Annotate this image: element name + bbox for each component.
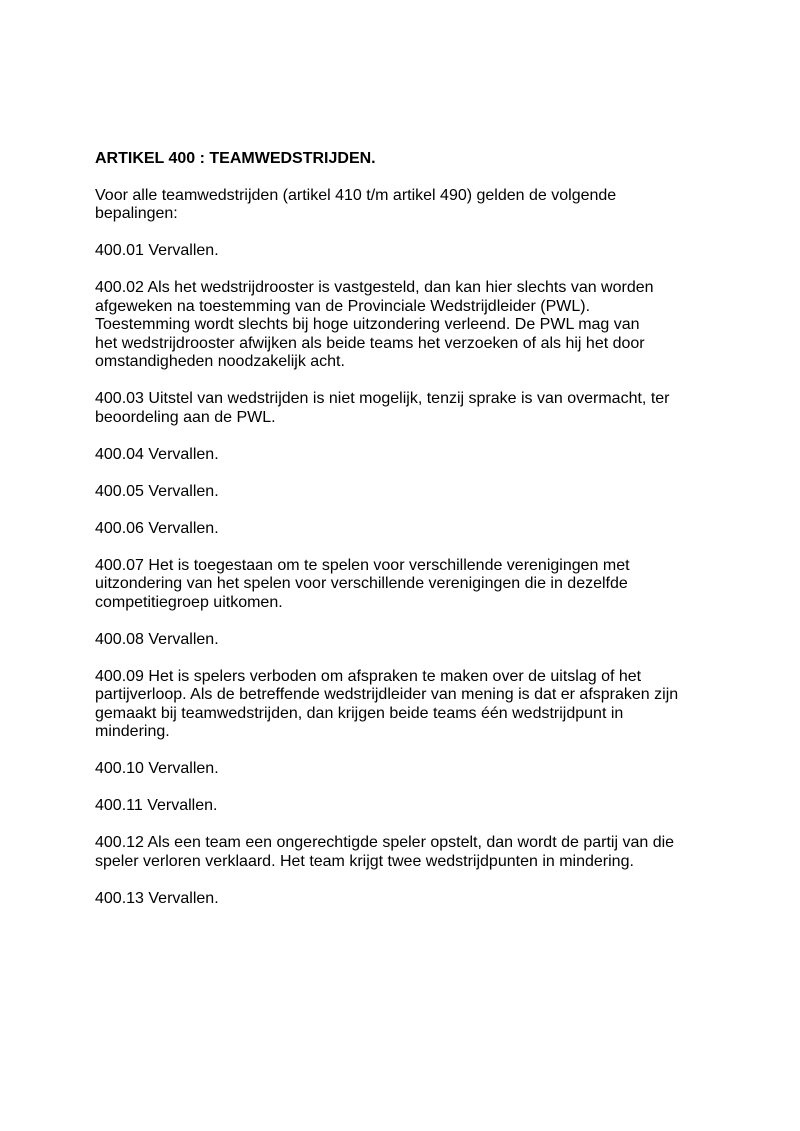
paragraph-line: 400.03 Uitstel van wedstrijden is niet mogelijk, tenzij sprake is van overmacht, ter	[95, 390, 670, 407]
paragraph	[95, 242, 735, 261]
paragraph-line: partijverloop. Als de betreffende wedstrijdleider van mening is dat er afspraken zijn	[95, 686, 679, 703]
paragraph	[95, 390, 735, 427]
paragraph-line: 400.01 Vervallen.	[95, 242, 219, 259]
paragraph-line: 400.12 Als een team een ongerechtigde speler opstelt, dan wordt de partij van die	[95, 834, 675, 851]
paragraph	[95, 890, 735, 909]
paragraph-line: 400.08 Vervallen.	[95, 630, 219, 648]
paragraph-line: beoordeling aan de PWL.	[95, 408, 276, 426]
paragraph-line: afgeweken na toestemming van de Provinciale Wedstrijdleider (PWL).	[95, 297, 591, 315]
paragraph-line: mindering.	[95, 723, 170, 740]
paragraph-line: 400.13 Vervallen.	[95, 889, 219, 907]
paragraph-line: gemaakt bij teamwedstrijden, dan krijgen beide teams één wedstrijdpunt in	[95, 704, 624, 722]
paragraph-line: 400.07 Het is toegestaan om te spelen voor verschillende verenigingen met	[95, 556, 630, 574]
paragraph-line: 400.09 Het is spelers verboden om afspraken te maken over de uitslag of het	[95, 667, 642, 685]
paragraph	[95, 631, 735, 650]
article-body	[95, 187, 735, 909]
paragraph-line: bepalingen:	[95, 205, 178, 222]
paragraph	[95, 760, 735, 779]
paragraph-line: het wedstrijdrooster afwijken als beide teams het verzoeken of als hij het door	[95, 334, 645, 352]
paragraph-line: Toestemming wordt slechts bij hoge uitzondering verleend. De PWL mag van	[95, 316, 640, 333]
paragraph-line: 400.02 Als het wedstrijdrooster is vastgesteld, dan kan hier slechts van worden	[95, 279, 654, 296]
paragraph-line: 400.10 Vervallen.	[95, 760, 219, 777]
paragraph-line: speler verloren verklaard. Het team krijgt twee wedstrijdpunten in mindering.	[95, 852, 634, 870]
paragraph	[95, 668, 735, 742]
document-page	[95, 150, 735, 927]
paragraph-line: 400.05 Vervallen.	[95, 482, 219, 500]
paragraph-line: 400.11 Vervallen.	[95, 797, 218, 814]
paragraph	[95, 279, 735, 372]
paragraph-line: 400.04 Vervallen.	[95, 445, 219, 463]
paragraph	[95, 520, 735, 539]
paragraph	[95, 187, 735, 224]
paragraph	[95, 834, 735, 871]
paragraph-line: 400.06 Vervallen.	[95, 519, 219, 537]
paragraph	[95, 446, 735, 465]
paragraph-line: omstandigheden noodzakelijk acht.	[95, 353, 345, 370]
paragraph	[95, 483, 735, 502]
paragraph-line: Voor alle teamwedstrijden (artikel 410 t/m artikel 490) gelden de volgende	[95, 186, 617, 204]
paragraph-line: uitzondering van het spelen voor verschillende verenigingen die in dezelfde	[95, 575, 628, 592]
article-title: ARTIKEL 400 : TEAMWEDSTRIJDEN.	[95, 150, 376, 167]
paragraph-line: competitiegroep uitkomen.	[95, 593, 283, 611]
paragraph	[95, 797, 735, 816]
paragraph	[95, 557, 735, 613]
